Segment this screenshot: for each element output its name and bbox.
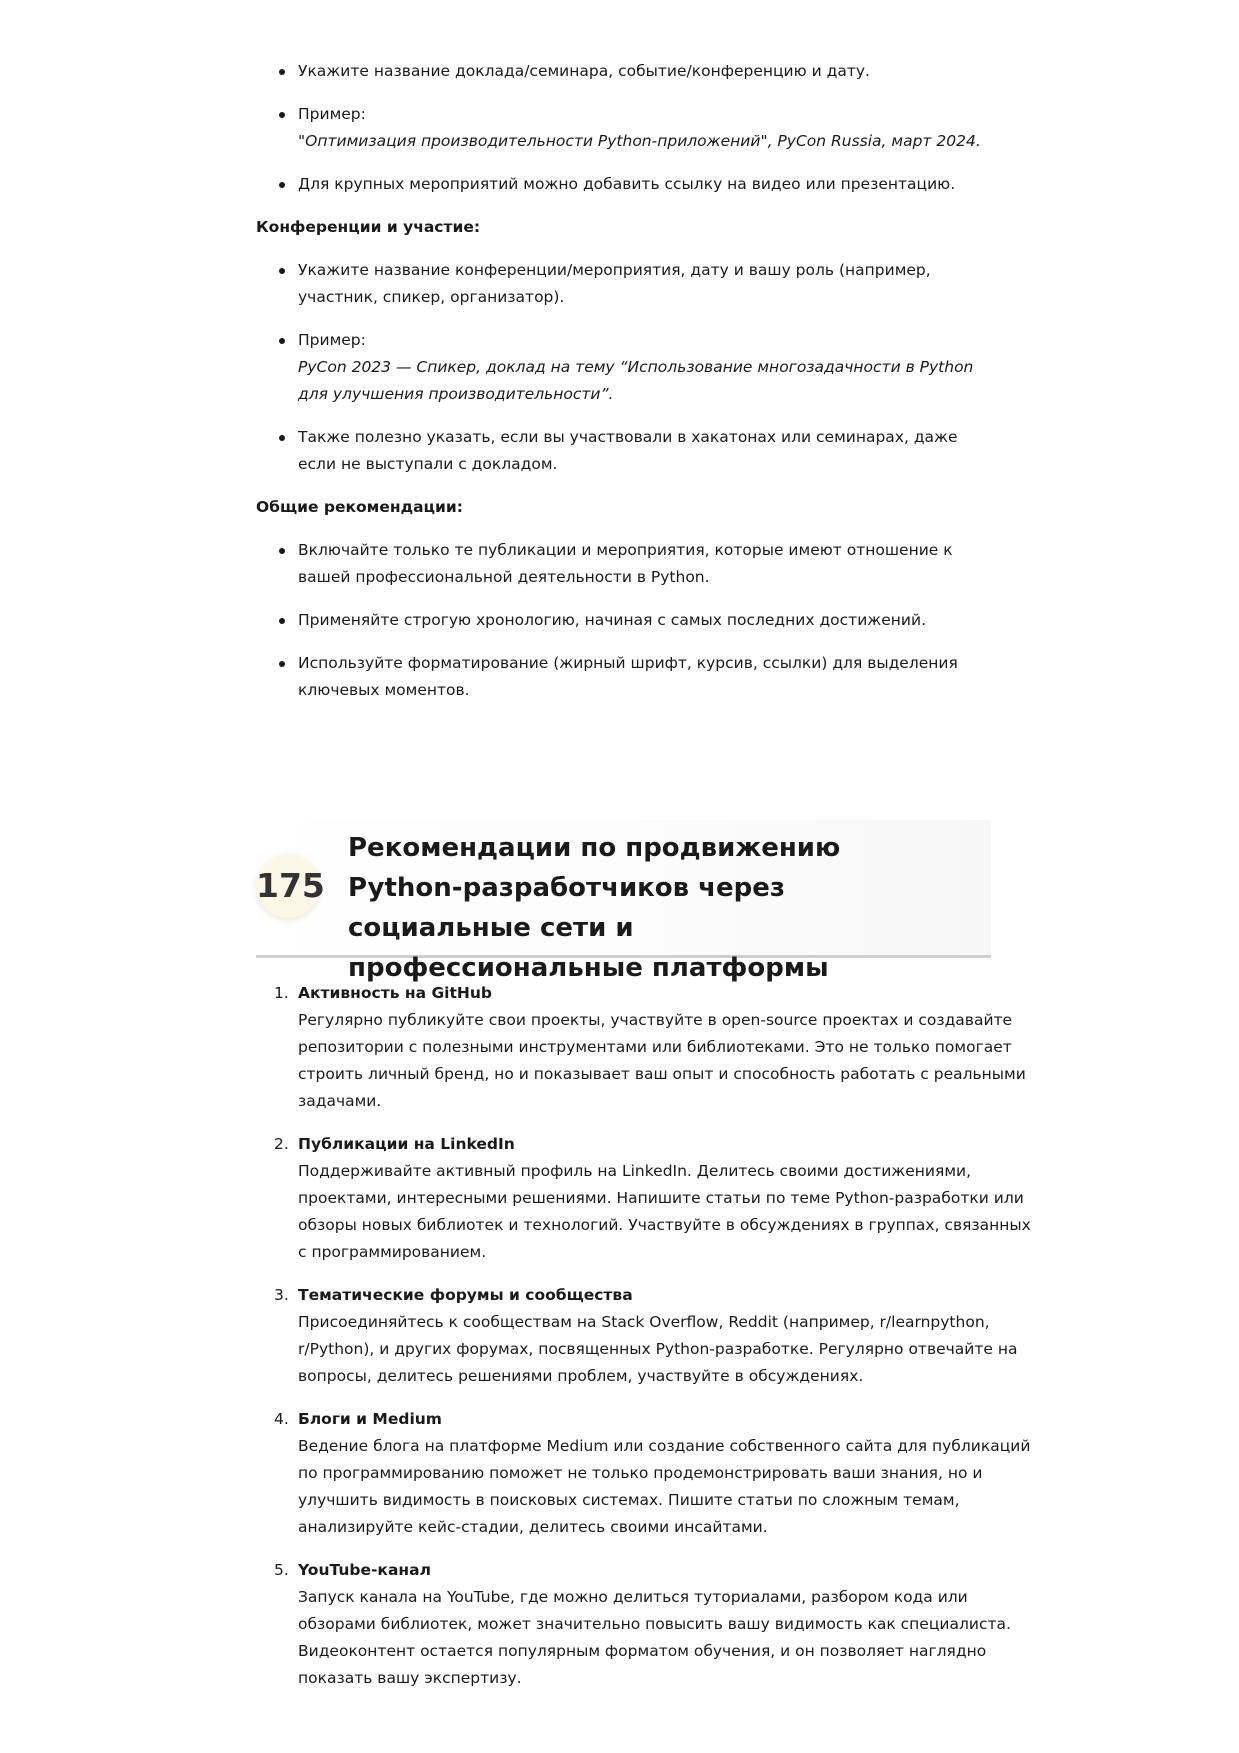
list-item-text: Также полезно указать, если вы участвовали в хакатонах или семинарах, даже если не выступали с докладом.	[298, 428, 958, 473]
item-title: Публикации на LinkedIn	[298, 1135, 515, 1153]
list-item-text: Используйте форматирование (жирный шрифт, курсив, ссылки) для выделения ключевых моментов.	[298, 654, 958, 699]
list-item	[298, 607, 991, 634]
list-item	[298, 101, 991, 155]
list-item-text: Пример:	[298, 105, 366, 123]
list-item	[298, 58, 991, 85]
item-title: Активность на GitHub	[298, 984, 493, 1002]
list-item-text: Пример:	[298, 331, 366, 349]
list-item	[298, 171, 991, 198]
list-item-text: Включайте только те публикации и мероприятия, которые имеют отношение к вашей профессиональной деятельности в Python.	[298, 541, 953, 586]
list-item	[298, 424, 991, 478]
item-number: 1.	[274, 984, 289, 1002]
list-item	[298, 257, 991, 311]
list-item	[298, 650, 991, 704]
item-text: Присоединяйтесь к сообществам на Stack Overflow, Reddit (например, r/learnpython, r/Python), и других форумах, посвященных Python-разработке. Регулярно отвечайте на вопросы, делитесь решениями проблем, участвуйте в обсуждениях.	[298, 1313, 1018, 1385]
list-item-text: Укажите название конференции/мероприятия, дату и вашу роль (например, участник, спикер, организатор).	[298, 261, 931, 306]
general-bullet-list	[256, 537, 991, 704]
list-item-text: Укажите название доклада/семинара, событие/конференцию и дату.	[298, 62, 870, 80]
conferences-heading: Конференции и участие:	[256, 218, 481, 236]
list-item	[274, 1406, 1033, 1541]
item-number: 2.	[274, 1135, 289, 1153]
example-text: PyCon 2023 — Спикер, доклад на тему “Использование многозадачности в Python для улучшения производительности”.	[298, 358, 974, 403]
publications-section	[256, 58, 991, 720]
general-recommendations-heading: Общие рекомендации:	[256, 498, 463, 516]
item-number: 3.	[274, 1286, 289, 1304]
item-title: Блоги и Medium	[298, 1410, 442, 1428]
item-number: 5.	[274, 1561, 289, 1579]
chapter-header	[256, 820, 991, 983]
reports-bullet-list	[256, 58, 991, 198]
item-text: Поддерживайте активный профиль на LinkedIn. Делитесь своими достижениями, проектами, интересными решениями. Напишите статьи по теме Python-разработки или обзоры новых библиотек и технологий. Участвуйте в обсуждениях в группах, связанных с программированием.	[298, 1162, 1031, 1261]
item-number: 4.	[274, 1410, 289, 1428]
item-title: Тематические форумы и сообщества	[298, 1286, 633, 1304]
list-item	[298, 537, 991, 591]
item-text: Регулярно публикуйте свои проекты, участвуйте в open-source проектах и создавайте репозитории с полезными инструментами или библиотеками. Это не только помогает строить личный бренд, но и показывает ваш опыт и способность работать с реальными задачами.	[298, 1011, 1026, 1110]
conferences-bullet-list	[256, 257, 991, 478]
example-text: "Оптимизация производительности Python-приложений", PyCon Russia, март 2024.	[298, 132, 981, 150]
list-item-text: Применяйте строгую хронологию, начиная с самых последних достижений.	[298, 611, 926, 629]
list-item	[274, 980, 1033, 1115]
list-item	[274, 1282, 1033, 1390]
list-item	[274, 1557, 1033, 1692]
chapter-title: Рекомендации по продвижению Python-разработчиков через социальные сети и профессиональные платформы	[348, 833, 841, 983]
item-title: YouTube-канал	[298, 1561, 431, 1579]
item-text: Запуск канала на YouTube, где можно делиться туториалами, разбором кода или обзорами библиотек, может значительно повысить вашу видимость как специалиста. Видеоконтент остается популярным форматом обучения, и он позволяет наглядно показать вашу экспертизу.	[298, 1588, 1011, 1687]
list-item	[274, 1131, 1033, 1266]
chapter-number-badge: 175	[256, 854, 320, 918]
item-text: Ведение блога на платформе Medium или создание собственного сайта для публикаций по программированию поможет не только продемонстрировать ваши знания, но и улучшить видимость в поисковых системах. Пишите статьи по сложным темам, анализируйте кейс-стадии, делитесь своими инсайтами.	[298, 1437, 1031, 1536]
list-item-text: Для крупных мероприятий можно добавить ссылку на видео или презентацию.	[298, 175, 956, 193]
promotion-numbered-list	[256, 980, 1033, 1708]
list-item	[298, 327, 991, 408]
